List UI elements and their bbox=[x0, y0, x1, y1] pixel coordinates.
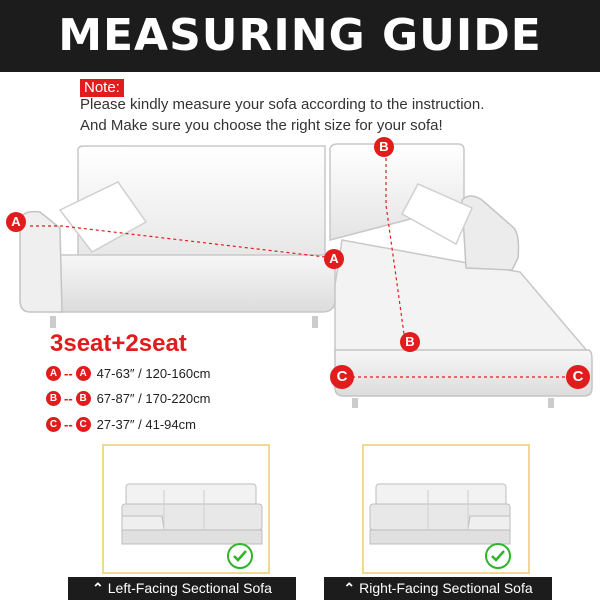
leg bbox=[352, 398, 358, 408]
marker-a-right: A bbox=[324, 249, 344, 269]
check-icon bbox=[226, 542, 254, 570]
size-b-value: 67-87″ / 170-220cm bbox=[96, 390, 211, 406]
size-a-dash: -- bbox=[64, 365, 73, 381]
note-line-2: And Make sure you choose the right size for your sofa! bbox=[80, 117, 443, 134]
size-a-from: A bbox=[46, 366, 61, 381]
left-facing-card[interactable] bbox=[102, 444, 270, 574]
size-b-dash: -- bbox=[64, 390, 73, 406]
marker-b-top: B bbox=[374, 137, 394, 157]
note-label: Note: bbox=[80, 79, 124, 97]
chaise-front bbox=[335, 350, 592, 396]
left-sofa-arm bbox=[20, 212, 62, 312]
size-row-b bbox=[46, 389, 210, 407]
size-row-a bbox=[46, 364, 210, 382]
marker-b-bottom: B bbox=[400, 332, 420, 352]
leg bbox=[548, 398, 554, 408]
note-line-1: Please kindly measure your sofa according to the instruction. bbox=[80, 96, 485, 113]
right-facing-card[interactable] bbox=[362, 444, 530, 574]
left-sofa-seat bbox=[60, 255, 335, 312]
left-facing-label: ⌃ Left-Facing Sectional Sofa bbox=[68, 577, 296, 600]
chevron-up-icon: ⌃ bbox=[343, 580, 356, 596]
chaise-top bbox=[335, 240, 588, 352]
size-b-to: B bbox=[76, 391, 91, 406]
check-icon bbox=[484, 542, 512, 570]
size-c-to: C bbox=[76, 417, 91, 432]
leg bbox=[50, 316, 56, 328]
chevron-up-icon: ⌃ bbox=[92, 580, 104, 596]
seat-config-title: 3seat+2seat bbox=[50, 330, 187, 357]
size-a-value: 47-63″ / 120-160cm bbox=[96, 365, 211, 381]
marker-c-left: C bbox=[330, 365, 354, 389]
size-c-dash: -- bbox=[64, 416, 73, 432]
leg bbox=[312, 316, 318, 328]
size-a-to: A bbox=[76, 366, 91, 381]
size-b-from: B bbox=[46, 391, 61, 406]
size-c-from: C bbox=[46, 417, 61, 432]
page-title: MEASURING GUIDE bbox=[58, 10, 542, 61]
size-row-c bbox=[46, 415, 196, 433]
marker-c-right: C bbox=[566, 365, 590, 389]
marker-a-left: A bbox=[6, 212, 26, 232]
size-c-value: 27-37″ / 41-94cm bbox=[96, 416, 196, 432]
right-facing-label: ⌃ Right-Facing Sectional Sofa bbox=[324, 577, 552, 600]
